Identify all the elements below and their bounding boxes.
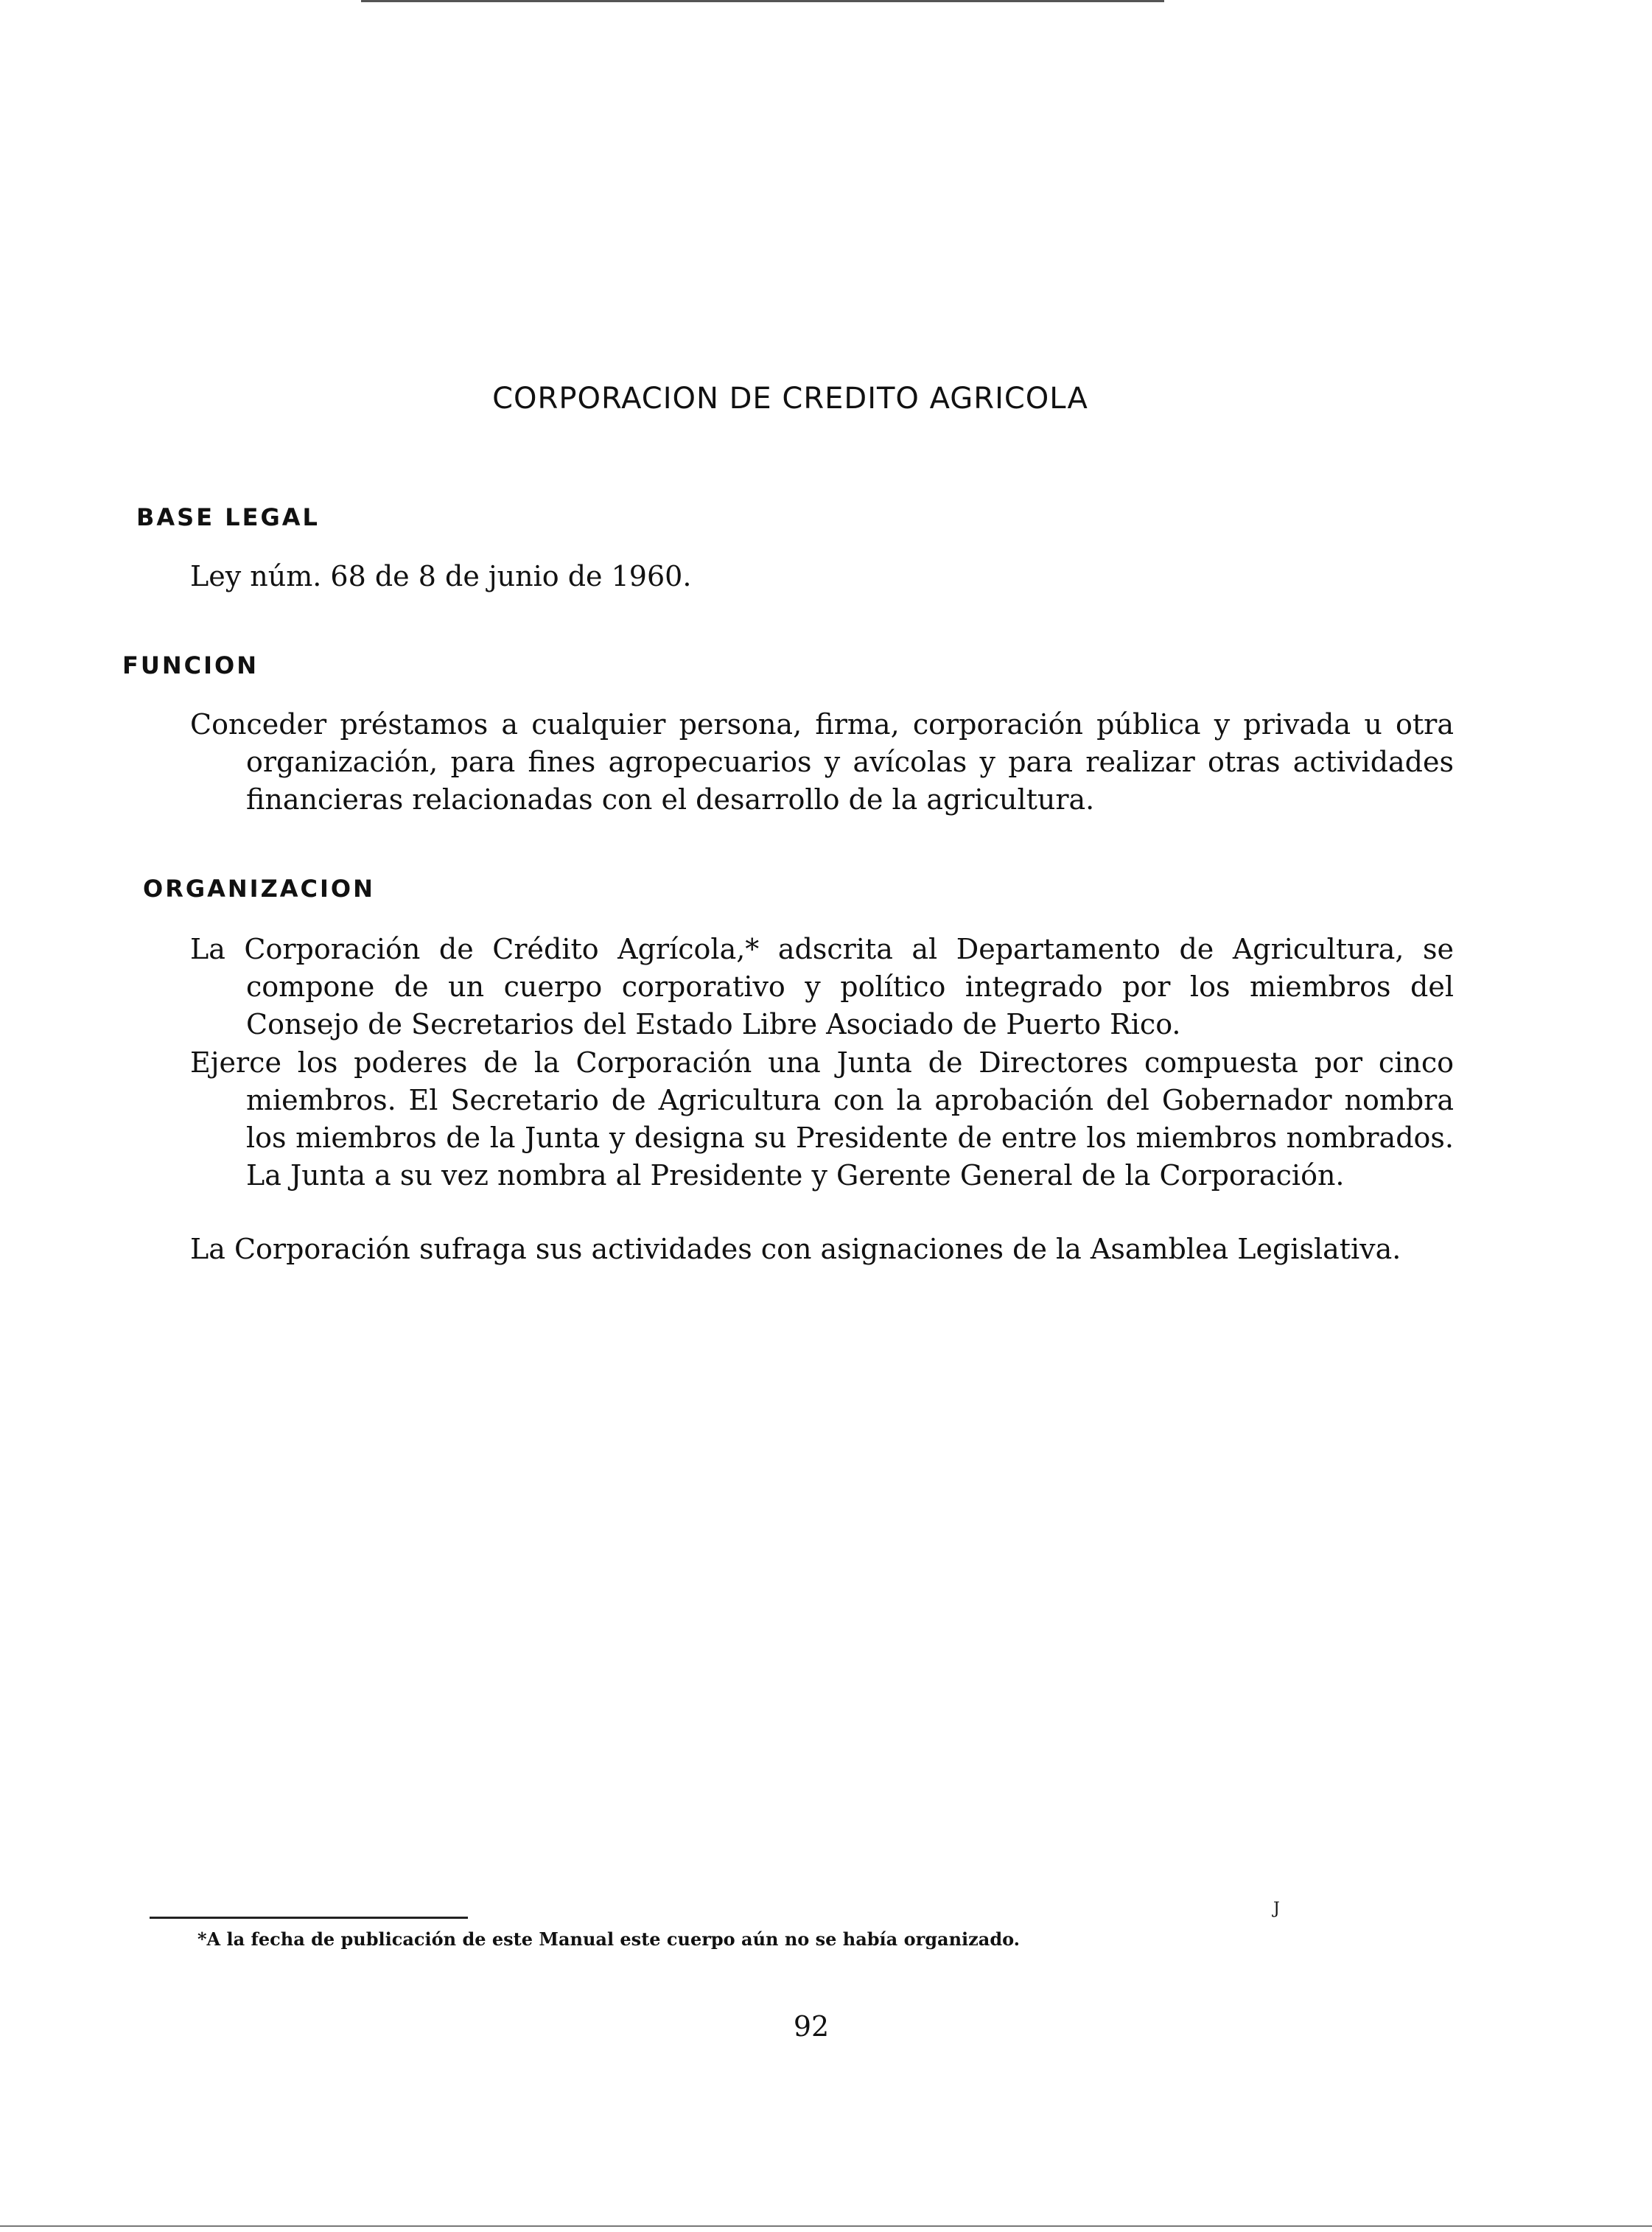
margin-mark: J [1273,1900,1280,1918]
base-legal-text: Ley núm. 68 de 8 de junio de 1960. [190,560,692,592]
heading-base-legal: BASE LEGAL [136,503,320,531]
organizacion-paragraph-3: La Corporación sufraga sus actividades con asignaciones de la Asamblea Legislativa. [190,1233,1401,1265]
document-title: CORPORACION DE CREDITO AGRICOLA [492,382,1088,416]
heading-funcion: FUNCION [122,651,259,679]
footnote: *A la fecha de publicación de este Manual este cuerpo aún no se había organizado. [197,1928,1021,1950]
organizacion-paragraph-1: La Corporación de Crédito Agrícola,* adscrita al Departamento de Agricultura, se compone de un cuerpo corporativo y político integrado por los miembros del Consejo de Secretarios del Estado Libre Asociado de Puerto Rico. [190,933,1454,1040]
organizacion-paragraph-2: Ejerce los poderes de la Corporación una Junta de Directores compuesta por cinco miembros. El Secretario de Agricultura con la aprobación del Gobernador nombra los miembros de la Junta y designa su Presidente de entre los miembros nombrados. La Junta a su vez nombra al Presidente y Gerente General de la Corporación. [190,1046,1454,1192]
page-number: 92 [793,2010,830,2043]
page-edge-bottom [0,2225,1652,2227]
heading-organizacion: ORGANIZACION [143,875,375,903]
footnote-rule [150,1917,468,1919]
page-edge-top [361,0,1164,2]
funcion-text: Conceder préstamos a cualquier persona, firma, corporación pública y privada u otra organización, para fines agropecuarios y avícolas y para realizar otras actividades financieras relacionadas con el desarrollo de la agricultura. [190,708,1454,816]
